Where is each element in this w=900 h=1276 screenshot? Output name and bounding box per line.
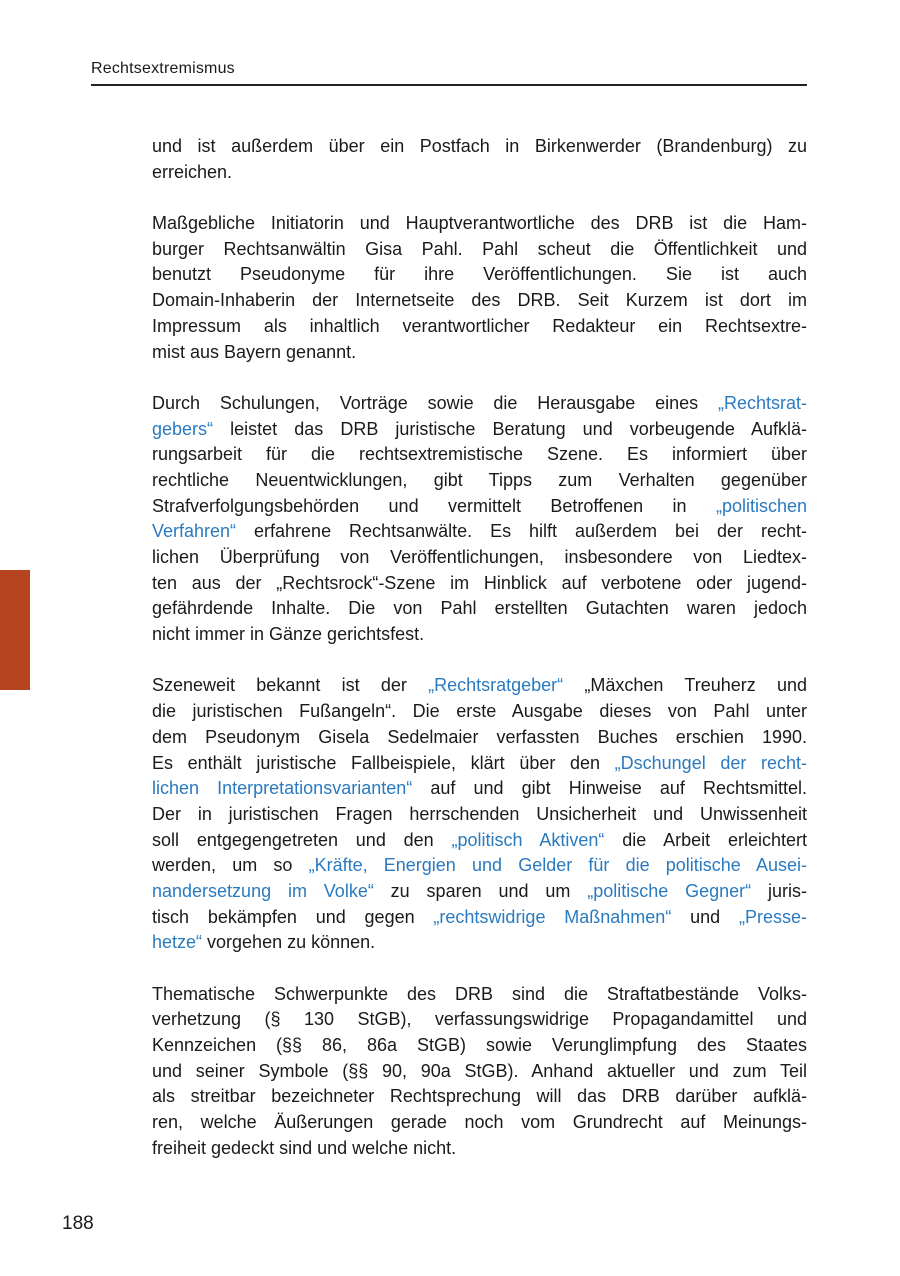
text-line [152,1110,807,1136]
quoted-link[interactable]: nandersetzung im Volke“ [152,880,374,901]
text-segment: Es enthält juristische Fallbeispiele, klärt über den [152,752,615,773]
text-line [152,879,807,905]
paragraph [152,211,807,365]
text-segment: lichen Überprüfung von Veröffentlichungen, insbesondere von Liedtex- [152,547,807,567]
text-segment: „Mäxchen Treuherz und [563,675,808,696]
text-segment: Impressum als inhaltlich verantwortlicher Redakteur ein Rechtsextre- [152,315,807,336]
text-segment: gefährdende Inhalte. Die von Pahl erstellten Gutachten waren jedoch [152,598,807,619]
text-segment: tisch bekämpfen und gegen [152,906,434,927]
text-segment: verhetzung (§ 130 StGB), verfassungswidrige Propagandamittel und [152,1009,807,1030]
chapter-side-tab [0,570,30,690]
paragraph [152,982,807,1162]
quoted-link[interactable]: hetze“ [152,932,203,953]
text-line [152,699,807,725]
text-line [152,314,807,340]
quoted-link[interactable]: gebers“ [152,418,214,439]
text-segment: erreichen. [152,161,233,182]
running-header-title: Rechtsextremismus [91,60,235,77]
paragraph [152,134,807,185]
text-line [152,1136,807,1162]
page-number: 188 [62,1213,94,1234]
text-segment: Durch Schulungen, Vorträge sowie die Herausgabe eines [152,392,718,413]
text-line [152,673,807,699]
text-line [152,468,807,494]
quoted-link[interactable]: „Rechtsrat- [717,392,807,413]
text-line [152,853,807,879]
quoted-link[interactable]: „politische Gegner“ [587,880,752,901]
quoted-link[interactable]: „Dschungel der recht- [614,752,808,773]
text-line [152,802,807,828]
text-line [152,982,807,1008]
text-segment: zu sparen und um [373,880,588,901]
text-segment: Strafverfolgungsbehörden und vermittelt Betroffenen in [152,495,716,516]
text-segment: benutzt Pseudonyme für ihre Veröffentlichungen. Sie ist auch [152,264,807,285]
text-line [152,596,807,622]
text-segment: und seiner Symbole (§§ 90, 90a StGB). Anhand aktueller und zum Teil [152,1060,807,1081]
text-segment: leistet das DRB juristische Beratung und vorbeugende Aufklä- [213,418,807,439]
text-line [152,725,807,751]
text-segment: und [671,906,739,927]
text-segment: Kennzeichen (§§ 86, 86a StGB) sowie Verunglimpfung des Staates [152,1035,807,1056]
header-rule [91,84,807,86]
text-segment: juris- [751,880,807,901]
text-segment: erfahrene Rechtsanwälte. Es hilft außerdem bei der recht- [236,521,807,542]
quoted-link[interactable]: Verfahren“ [152,521,237,542]
text-segment: burger Rechtsanwältin Gisa Pahl. Pahl scheut die Öffentlichkeit und [152,238,807,259]
text-line [152,519,807,545]
text-segment: Der in juristischen Fragen herrschenden Unsicherheit und Unwissenheit [152,803,807,824]
text-segment: die juristischen Fußangeln“. Die erste Ausgabe dieses von Pahl unter [152,701,807,722]
text-line [152,442,807,468]
text-segment: mist aus Bayern genannt. [152,341,357,362]
text-segment: als streitbar bezeichneter Rechtsprechung will das DRB darüber aufklä- [152,1086,807,1107]
text-line [152,1033,807,1059]
text-line [152,391,807,417]
text-segment: Thematische Schwerpunkte des DRB sind die Straftatbestände Volks- [152,983,807,1004]
paragraph [152,673,807,956]
text-line [152,1059,807,1085]
text-segment: rungsarbeit für die rechtsextremistische Szene. Es informiert über [152,444,807,465]
quoted-link[interactable]: „politischen [715,495,807,516]
text-segment: werden, um so [152,855,309,876]
text-line [152,494,807,520]
quoted-link[interactable]: „Kräfte, Energien und Gelder für die politische Ausei- [308,855,808,876]
text-segment: ten aus der „Rechtsrock“-Szene im Hinblick auf verbotene oder jugend- [152,572,807,593]
text-line [152,1084,807,1110]
text-line [152,288,807,314]
paragraph [152,391,807,648]
text-line [152,571,807,597]
text-line [152,828,807,854]
text-line [152,237,807,263]
text-segment: und ist außerdem über ein Postfach in Birkenwerder (Brandenburg) zu [152,136,807,156]
quoted-link[interactable]: „Rechtsratgeber“ [428,675,564,696]
text-line [152,545,807,571]
text-line [152,930,807,956]
text-segment: ren, welche Äußerungen gerade noch vom Grundrecht auf Meinungs- [152,1112,807,1133]
text-segment: die Arbeit erleichtert [604,829,807,850]
text-line [152,160,807,186]
text-line [152,134,807,160]
text-segment: nicht immer in Gänze gerichtsfest. [152,624,425,645]
text-line [152,905,807,931]
text-segment: rechtliche Neuentwicklungen, gibt Tipps zum Verhalten gegenüber [152,469,807,490]
text-line [152,751,807,777]
text-line [152,211,807,237]
text-segment: freiheit gedeckt sind und welche nicht. [152,1137,457,1158]
quoted-link[interactable]: „politisch Aktiven“ [451,829,605,850]
text-line [152,622,807,648]
text-segment: vorgehen zu können. [202,932,376,953]
text-line [152,262,807,288]
quoted-link[interactable]: lichen Interpretationsvarianten“ [152,778,413,799]
page-body-text [152,134,807,1187]
text-segment: auf und gibt Hinweise auf Rechtsmittel. [412,778,807,799]
text-line [152,1007,807,1033]
text-segment: Szeneweit bekannt ist der [152,675,429,696]
quoted-link[interactable]: „rechtswidrige Maßnahmen“ [433,906,672,927]
text-segment: dem Pseudonym Gisela Sedelmaier verfassten Buches erschien 1990. [152,726,807,747]
text-line [152,776,807,802]
quoted-link[interactable]: „Presse- [738,906,807,927]
text-segment: Domain-Inhaberin der Internetseite des DRB. Seit Kurzem ist dort im [152,290,807,311]
text-line [152,340,807,366]
text-segment: Maßgebliche Initiatorin und Hauptverantwortliche des DRB ist die Ham- [152,213,807,234]
text-line [152,417,807,443]
text-segment: soll entgegengetreten und den [152,829,452,850]
